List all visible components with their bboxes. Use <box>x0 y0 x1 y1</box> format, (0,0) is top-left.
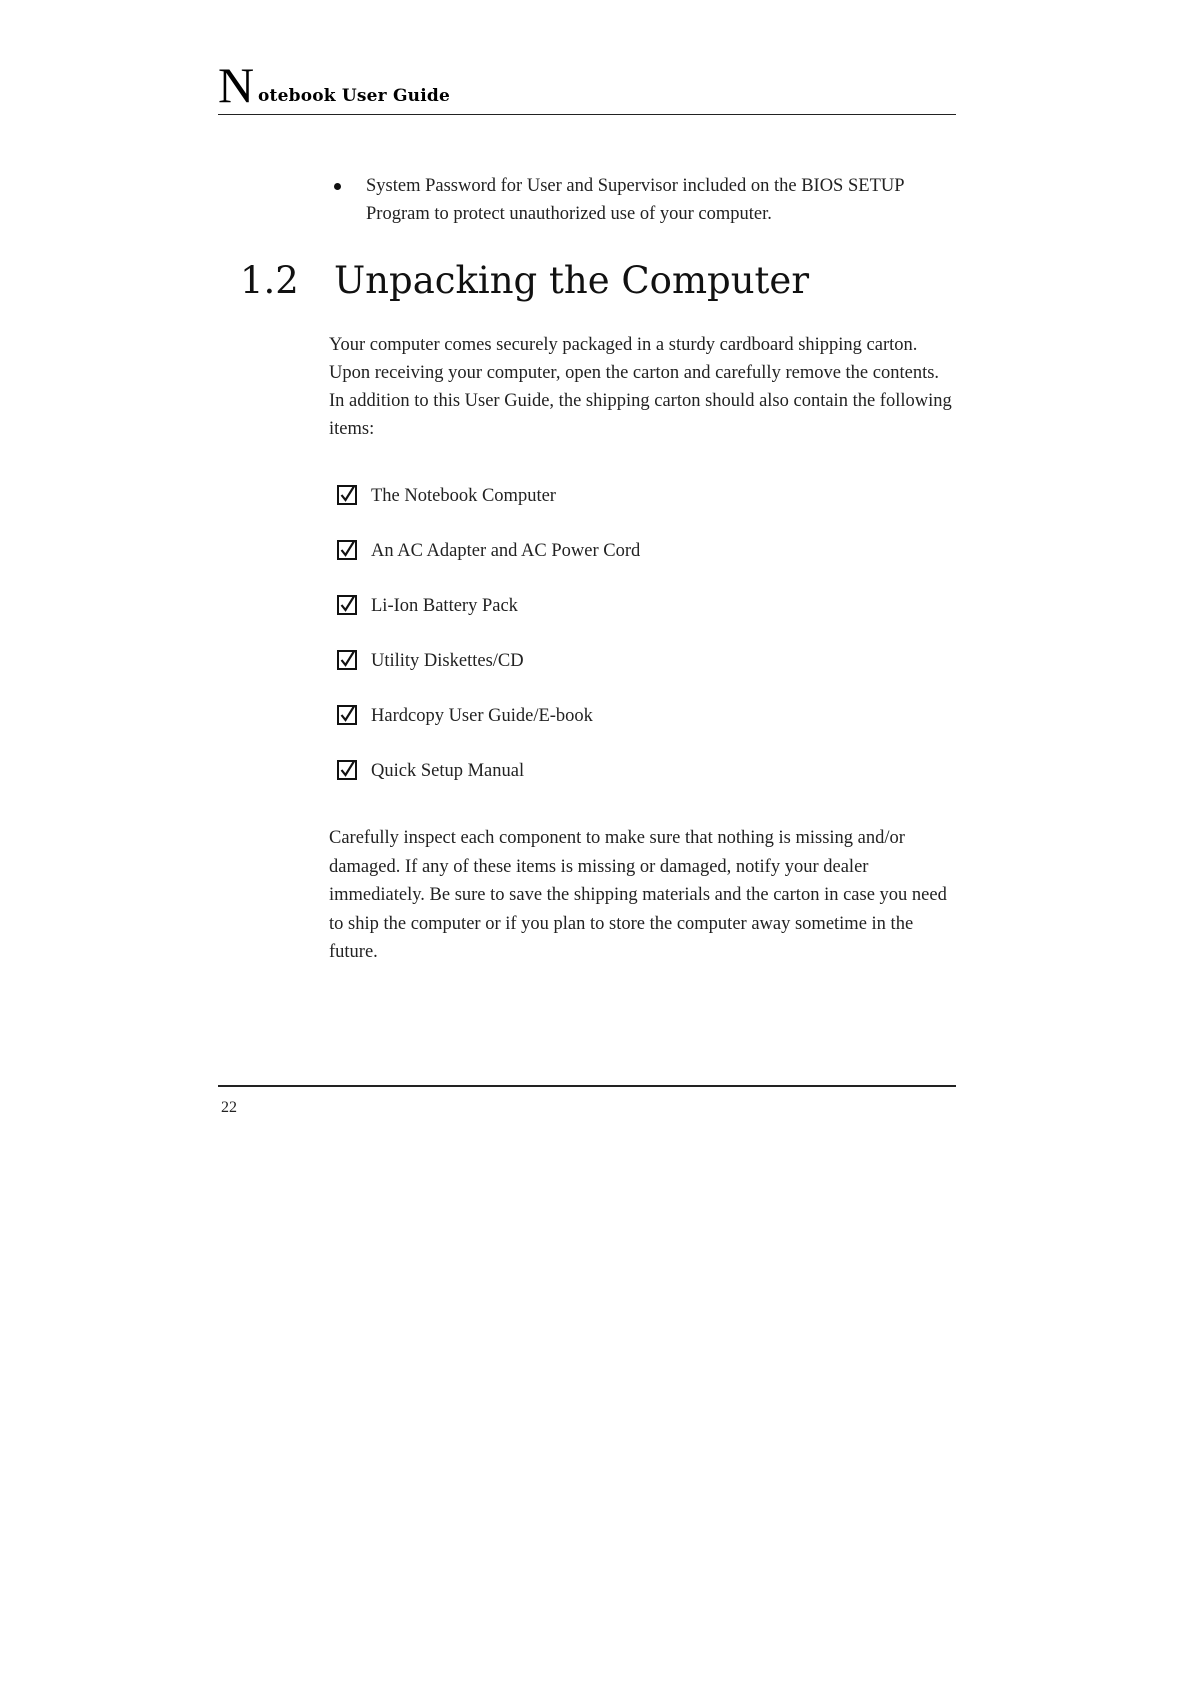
checklist-item <box>337 705 897 760</box>
section-number: 1.2 <box>240 259 299 302</box>
bullet-text: System Password for User and Supervisor included on the BIOS SETUP Program to protect unauthorized use of your computer. <box>366 176 904 224</box>
checklist-item-label: Li-Ion Battery Pack <box>371 596 518 616</box>
section-title: Unpacking the Computer <box>334 259 810 302</box>
checked-box-icon <box>337 595 357 615</box>
checked-box-icon <box>337 650 357 670</box>
checklist-item-label: Utility Diskettes/CD <box>371 651 524 671</box>
checked-box-icon <box>337 760 357 780</box>
checklist-item <box>337 595 897 650</box>
checked-box-icon <box>337 540 357 560</box>
checklist-item-label: The Notebook Computer <box>371 486 556 506</box>
package-contents-checklist <box>337 485 897 815</box>
checklist-item <box>337 650 897 705</box>
checklist-item-label: Hardcopy User Guide/E-book <box>371 706 593 726</box>
bullet-icon <box>334 183 341 190</box>
checked-box-icon <box>337 705 357 725</box>
checklist-item <box>337 540 897 595</box>
checked-box-icon <box>337 485 357 505</box>
footer-rule <box>218 1085 956 1087</box>
header-initial: N <box>218 57 255 113</box>
closing-paragraph: Carefully inspect each component to make sure that nothing is missing and/or damaged. If any of these items is missing or damaged, notify your dealer immediately. Be sure to save the shipping materials and the carton in case you need to ship the computer or if you plan to store the computer away sometime in the future. <box>329 828 947 962</box>
running-header <box>218 58 956 115</box>
checklist-item <box>337 760 897 815</box>
checklist-item-label: Quick Setup Manual <box>371 761 525 781</box>
intro-paragraph: Your computer comes securely packaged in a sturdy cardboard shipping carton. Upon receiving your computer, open the carton and carefully remove the contents. In addition to this User Guide, the shipping carton should also contain the following items: <box>329 335 952 439</box>
page-number: 22 <box>221 1099 237 1116</box>
header-title: otebook User Guide <box>258 86 450 106</box>
checklist-item <box>337 485 897 540</box>
checklist-item-label: An AC Adapter and AC Power Cord <box>371 541 641 561</box>
